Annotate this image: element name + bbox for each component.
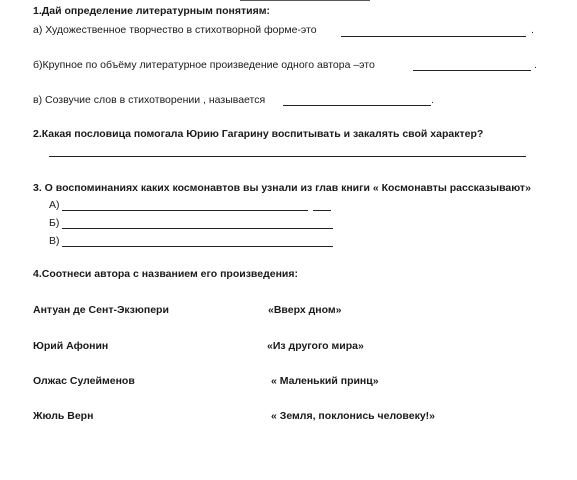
q1-c-text: в) Созвучие слов в стихотворении , называется [33, 94, 266, 106]
q2-answer-line[interactable] [49, 156, 526, 157]
q4-work-3: « Маленький принц» [271, 375, 379, 387]
q1-b-text: б)Крупное по объёму литературное произведение одного автора –это [33, 59, 375, 71]
q4-work-2: «Из другого мира» [267, 340, 364, 352]
q4-work-1: «Вверх дном» [268, 304, 342, 316]
q4-author-3: Олжас Сулейменов [33, 375, 135, 387]
q3-title: 3. О воспоминаниях каких космонавтов вы узнали из глав книги « Космонавты рассказывают» [33, 182, 531, 194]
q1-c-end: . [431, 94, 434, 106]
q3-item-a-answer-line-extra[interactable] [313, 210, 331, 211]
q3-item-c-label: В) [49, 235, 60, 247]
q4-author-1: Антуан де Сент-Экзюпери [33, 304, 169, 316]
q1-b-end: . [534, 59, 537, 71]
q4-author-2: Юрий Афонин [33, 340, 109, 352]
q3-item-a-label: А) [49, 199, 60, 211]
q3-item-a-answer-line[interactable] [62, 210, 308, 211]
q1-a-text: а) Художественное творчество в стихотворной форме-это [33, 24, 317, 36]
q1-a-answer-line[interactable] [341, 36, 526, 37]
q3-item-b-label: Б) [49, 217, 60, 229]
q1-c-answer-line[interactable] [283, 105, 431, 106]
top-rule [240, 0, 370, 1]
q2-title: 2.Какая пословица помогала Юрию Гагарину воспитывать и закалять свой характер? [33, 128, 484, 140]
q4-title: 4.Соотнеси автора с названием его произведения: [33, 268, 299, 280]
q1-a-end: . [531, 24, 534, 36]
q3-item-b-answer-line[interactable] [62, 228, 333, 229]
q1-title: 1.Дай определение литературным понятиям: [33, 5, 270, 17]
q3-item-c-answer-line[interactable] [62, 246, 333, 247]
q4-author-4: Жюль Верн [33, 410, 94, 422]
q4-work-4: « Земля, поклонись человеку!» [271, 410, 435, 422]
q1-b-answer-line[interactable] [413, 70, 531, 71]
